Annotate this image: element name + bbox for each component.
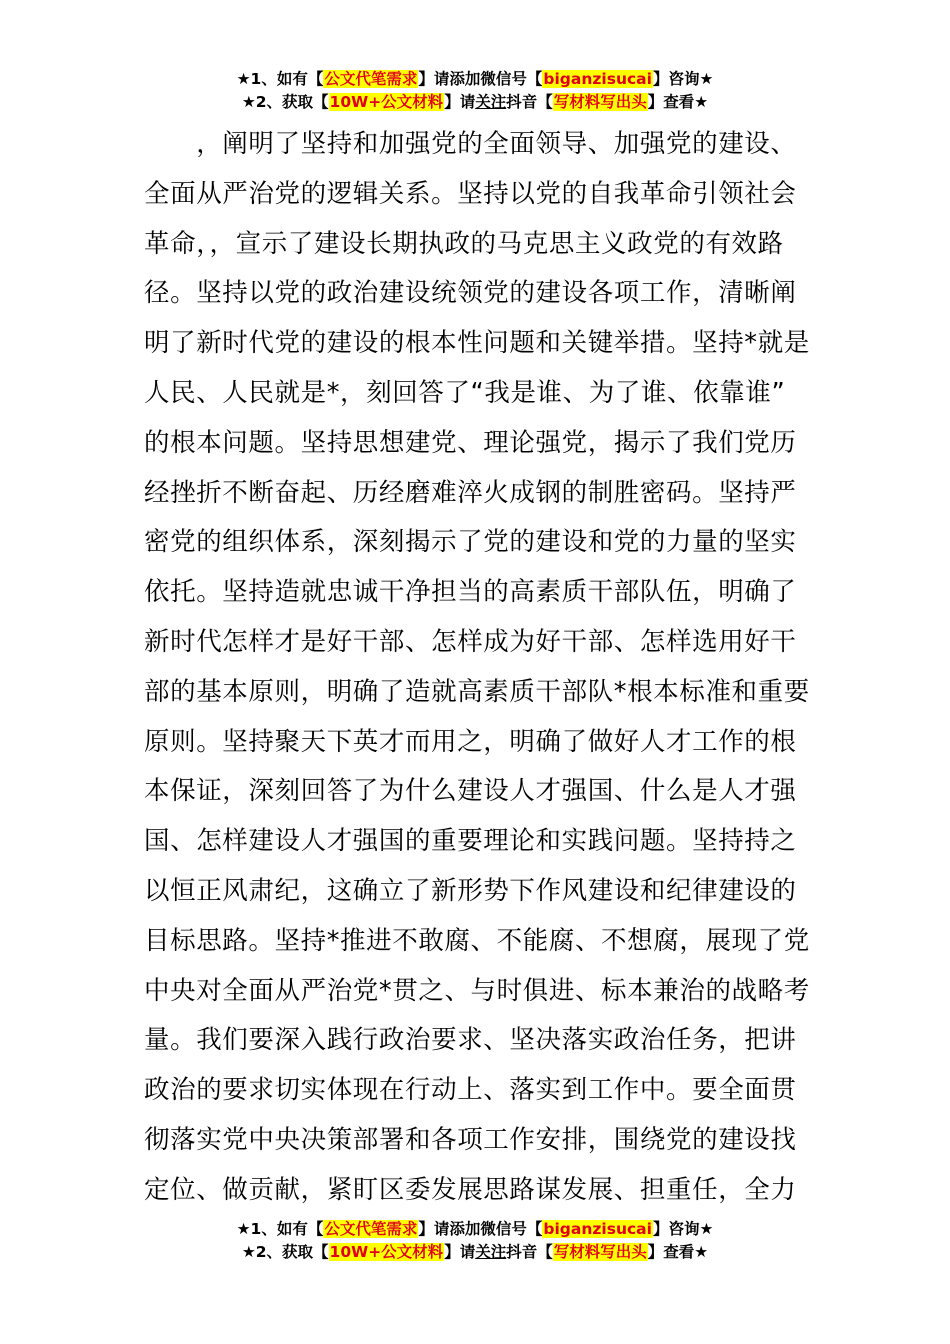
banner-text: ★2、获取【 [241,93,329,111]
text-line: 依托。坚持造就忠诚干净担当的高素质干部队伍，明确了 [144,577,797,608]
banner-text: ★2、获取【 [241,1243,329,1261]
banner-text: ★1、如有【 [236,70,324,88]
banner-text: 微信号【 [480,1220,543,1238]
text-line: 径。坚持以党的政治建设统领党的建设各项工作，清晰阐 [144,278,797,309]
highlight-materials: 10W+公文材料 [329,93,444,111]
text-line: 的根本问题。坚持思想建党、理论强党，揭示了我们党历 [144,427,797,458]
body-text [144,120,812,1216]
highlight-service: 公文代笔需求 [324,1220,418,1238]
banner-emphasis: 添加 [449,1220,481,1238]
banner-text: 】请 [418,1220,450,1238]
banner-text: 微信号【 [480,70,543,88]
text-line: 量。我们要深入践行政治要求、坚决落实政治任务，把讲 [144,1025,797,1056]
banner-emphasis: 关注 [475,93,507,111]
text-line: 国、怎样建设人才强国的重要理论和实践问题。坚持持之 [144,826,797,857]
text-line: 密党的组织体系，深刻揭示了党的建设和党的力量的坚实 [144,527,797,558]
banner-text: 】请 [444,1243,476,1261]
text-line: 彻落实党中央决策部署和各项工作安排，围绕党的建设找 [144,1124,797,1155]
text-line: 本保证，深刻回答了为什么建设人才强国、什么是人才强 [144,776,797,807]
banner-text: 】查看★ [647,93,709,111]
header-banner [0,68,950,114]
text-line: 以恒正风肃纪，这确立了新形势下作风建设和纪律建设的 [144,875,797,906]
banner-text: 】查看★ [647,1243,709,1261]
banner-line-1 [0,68,950,91]
text-line: 中央对全面从严治党*贯之、与时俱进、标本兼治的战略考 [144,975,810,1006]
banner-text: 抖音【 [506,93,553,111]
banner-line-1 [0,1218,950,1241]
banner-text: 抖音【 [506,1243,553,1261]
banner-line-2 [0,91,950,114]
banner-emphasis: 关注 [475,1243,507,1261]
text-line: 原则。坚持聚天下英才而用之，明确了做好人才工作的根 [144,726,797,757]
text-line: 革命，，宣示了建设长期执政的马克思主义政党的有效路 [144,228,784,259]
banner-text: 】请 [444,93,476,111]
highlight-wechat-id: biganzisucai [543,70,652,88]
text-line: 人民、人民就是*，刻回答了“我是谁、为了谁、依靠谁” [144,377,786,408]
text-line: 全面从严治党的逻辑关系。坚持以党的自我革命引领社会 [144,178,797,209]
banner-text: 】咨询★ [652,1220,714,1238]
banner-text: 】请 [418,70,450,88]
highlight-materials: 10W+公文材料 [329,1243,444,1261]
highlight-service: 公文代笔需求 [324,70,418,88]
banner-emphasis: 添加 [449,70,481,88]
highlight-douyin-account: 写材料写出头 [553,1243,647,1261]
highlight-wechat-id: biganzisucai [543,1220,652,1238]
text-line: 经挫折不断奋起、历经磨难淬火成钢的制胜密码。坚持严 [144,477,797,508]
banner-text: ★1、如有【 [236,1220,324,1238]
text-line: 政治的要求切实体现在行动上、落实到工作中。要全面贯 [144,1075,797,1106]
text-line: 目标思路。坚持*推进不敢腐、不能腐、不想腐，展现了党 [144,925,810,956]
text-line: 新时代怎样才是好干部、怎样成为好干部、怎样选用好干 [144,626,797,657]
highlight-douyin-account: 写材料写出头 [553,93,647,111]
text-line: 部的基本原则，明确了造就高素质干部队*根本标准和重要 [144,676,810,707]
text-line: 明了新时代党的建设的根本性问题和关键举措。坚持*就是 [144,328,810,359]
text-line: 定位、做贡献，紧盯区委发展思路谋发展、担重任，全力 [144,1174,797,1205]
banner-text: 】咨询★ [652,70,714,88]
text-line: ，阐明了坚持和加强党的全面领导、加强党的建设、 [144,129,797,159]
banner-line-2 [0,1241,950,1264]
footer-banner [0,1218,950,1264]
